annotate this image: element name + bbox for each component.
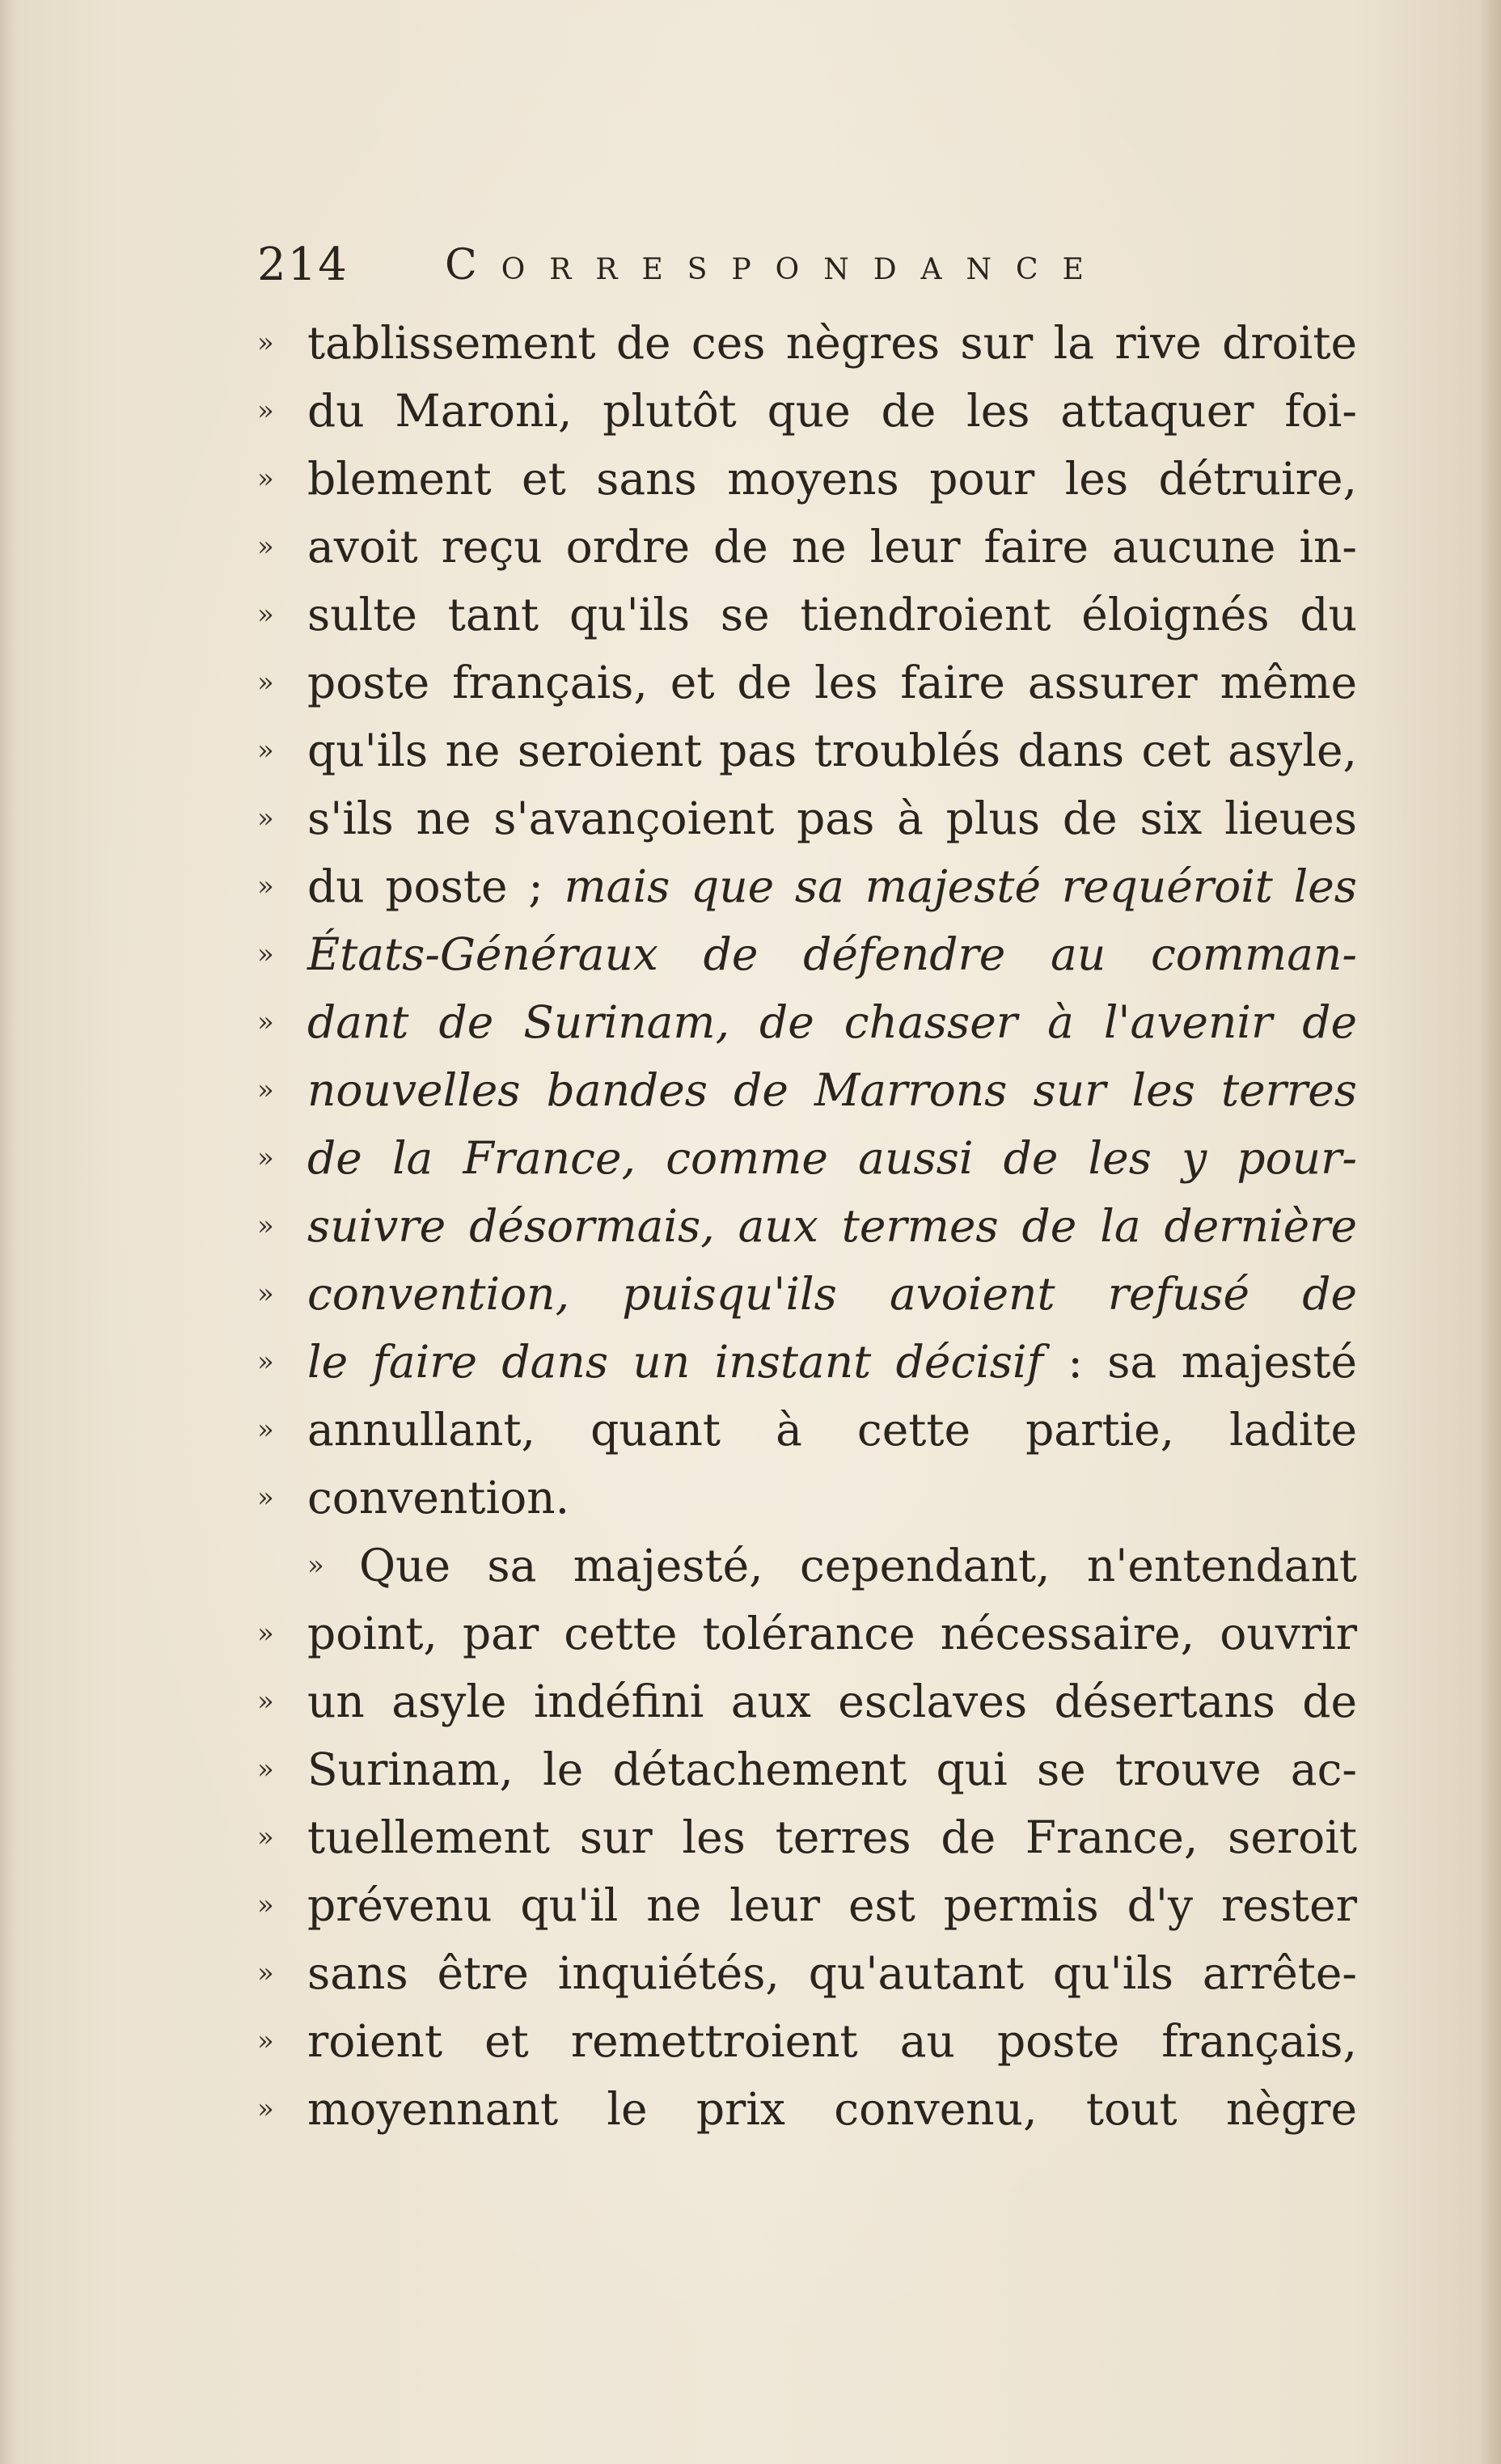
italic-text: convention, puisqu'ils avoient refusé de xyxy=(307,1268,1357,1320)
text-line xyxy=(257,1396,1357,1464)
line-text: s'ils ne s'avançoient pas à plus de six lieues xyxy=(307,792,1357,844)
text-line xyxy=(257,581,1357,649)
text-line xyxy=(257,1600,1357,1667)
text-line xyxy=(257,1328,1357,1396)
quote-mark: » xyxy=(257,1210,274,1242)
line-text: roient et remettroient au poste français, xyxy=(307,2015,1357,2067)
text-line xyxy=(257,1735,1357,1803)
line-text: prévenu qu'il ne leur est permis d'y rester xyxy=(307,1879,1357,1931)
quote-mark: » xyxy=(257,666,274,699)
quote-mark: » xyxy=(257,1685,274,1718)
quote-mark: » xyxy=(257,938,274,970)
quote-mark: » xyxy=(257,1074,274,1106)
italic-text: nouvelles bandes de Marrons sur les terres xyxy=(307,1064,1357,1116)
text-line xyxy=(257,649,1357,716)
italic-text: mais que sa majesté requéroit les xyxy=(564,860,1357,912)
text-line xyxy=(257,1464,1357,1532)
quote-mark: » xyxy=(257,1278,274,1310)
quote-mark: » xyxy=(257,1481,274,1514)
line-text: blement et sans moyens pour les détruire, xyxy=(307,453,1357,505)
page-header xyxy=(257,233,1357,298)
quote-mark: » xyxy=(257,1753,274,1786)
quote-mark: » xyxy=(257,2025,274,2057)
line-text: annullant, quant à cette partie, ladite xyxy=(307,1404,1357,1456)
text-line xyxy=(257,1056,1357,1124)
line-text: avoit reçu ordre de ne leur faire aucune in- xyxy=(307,521,1357,573)
line-text: sulte tant qu'ils se tiendroient éloignés du xyxy=(307,589,1357,640)
text-line xyxy=(257,2007,1357,2075)
line-text: moyennant le prix convenu, tout nègre xyxy=(307,2083,1357,2135)
text-line xyxy=(257,309,1357,377)
roman-text: : sa majesté xyxy=(1042,1336,1357,1388)
quote-mark: » xyxy=(257,734,274,767)
italic-text: dant de Surinam, de chasser à l'avenir de xyxy=(307,996,1357,1048)
quote-mark: » xyxy=(257,1346,274,1378)
text-line xyxy=(257,784,1357,852)
quote-mark: » xyxy=(257,395,274,427)
roman-text: du poste ; xyxy=(307,860,564,912)
italic-text: le faire dans un instant décisif xyxy=(307,1336,1043,1388)
quote-mark: » xyxy=(257,870,274,902)
text-line xyxy=(257,1939,1357,2007)
quote-mark: » xyxy=(257,327,274,359)
text-line xyxy=(257,920,1357,988)
quote-mark: » xyxy=(257,1957,274,1989)
running-head: Correspondance xyxy=(445,241,1108,290)
text-line xyxy=(257,988,1357,1056)
quote-mark: » xyxy=(257,1006,274,1038)
text-line xyxy=(257,1667,1357,1735)
text-line xyxy=(257,513,1357,581)
line-text: point, par cette tolérance nécessaire, ouvrir xyxy=(307,1608,1357,1659)
page-number: 214 xyxy=(257,239,349,291)
text-line xyxy=(257,1192,1357,1260)
line-text: du Maroni, plutôt que de les attaquer foi- xyxy=(307,385,1357,437)
italic-text: de la France, comme aussi de les y pour- xyxy=(307,1132,1357,1184)
line-text: Que sa majesté, cependant, n'entendant xyxy=(359,1540,1357,1591)
text-line xyxy=(257,1871,1357,1939)
line-text xyxy=(307,1328,1357,1396)
italic-text: États-Généraux de défendre au comman- xyxy=(307,928,1357,980)
quote-mark: » xyxy=(257,1889,274,1921)
paragraph-start-line xyxy=(257,1532,1357,1600)
page-edge-shadow xyxy=(1478,0,1501,2464)
text-line xyxy=(257,2075,1357,2143)
text-line xyxy=(257,1803,1357,1871)
quote-mark: » xyxy=(257,463,274,495)
quote-mark: » xyxy=(257,802,274,835)
line-text: qu'ils ne seroient pas troublés dans cet asyle, xyxy=(307,725,1357,776)
line-text: Surinam, le détachement qui se trouve ac- xyxy=(307,1743,1357,1795)
quote-mark: » xyxy=(257,1142,274,1174)
line-text xyxy=(307,852,1357,920)
text-line xyxy=(257,377,1357,445)
quote-mark: » xyxy=(307,1549,324,1582)
line-text: tuellement sur les terres de France, seroit xyxy=(307,1811,1357,1863)
text-line xyxy=(257,852,1357,920)
text-line xyxy=(257,1124,1357,1192)
italic-text: suivre désormais, aux termes de la dernière xyxy=(307,1200,1357,1252)
quote-mark: » xyxy=(257,530,274,563)
text-line xyxy=(257,1260,1357,1328)
quote-mark: » xyxy=(257,1821,274,1853)
quote-mark: » xyxy=(257,1414,274,1446)
quote-mark: » xyxy=(257,1617,274,1650)
text-line xyxy=(257,445,1357,513)
line-text: sans être inquiétés, qu'autant qu'ils arrête- xyxy=(307,1947,1357,1999)
line-text: tablissement de ces nègres sur la rive droite xyxy=(307,317,1357,369)
quote-mark: » xyxy=(257,598,274,631)
line-text: un asyle indéfini aux esclaves désertans de xyxy=(307,1676,1357,1727)
body-text xyxy=(257,309,1357,2143)
page-gutter-shadow xyxy=(0,0,15,2464)
quote-mark: » xyxy=(257,2093,274,2125)
text-line xyxy=(257,716,1357,784)
line-text: convention. xyxy=(307,1472,570,1524)
line-text: poste français, et de les faire assurer même xyxy=(307,657,1357,708)
